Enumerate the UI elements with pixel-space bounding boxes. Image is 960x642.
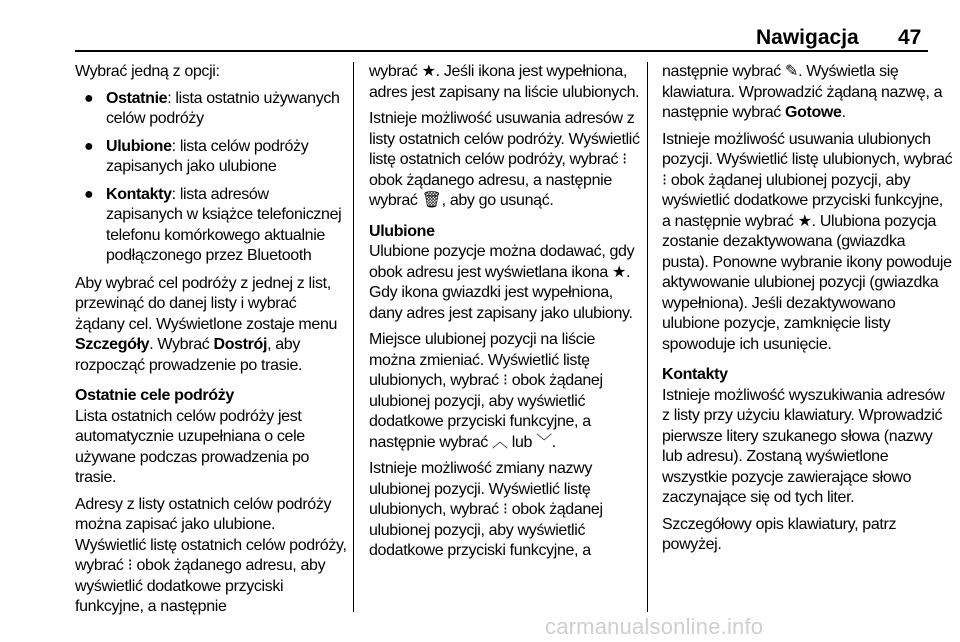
paragraph: Lista ostatnich celów podróży jest automatycznie uzupełniana o cele używane podczas prowadzenia po trasie. [75,407,310,486]
text-run: Aby wybrać cel podróży z jednej z list, przewinąć do danej listy i wybrać żądany cel. Wyświetlone zostaje menu [75,274,338,333]
section-title: Nawigacja [756,26,859,49]
watermark: carmanualsonline.info [545,614,764,639]
paragraph: Adresy z listy ostatnich celów podróży można zapisać jako ulubione. Wyświetlić listę ostatnich celów podróży, wybrać ⁝ obok żądanego adresu, aby wyświetlić dodatkowe przyciski funkcyjne, a następnie [75,495,347,615]
option-term: Ulubione [106,137,172,155]
paragraph: Szczegółowy opis klawiatury, patrz powyżej. [662,515,897,553]
column-divider-2 [647,62,648,612]
column-3 [662,62,954,562]
heading-kontakty: Kontakty [662,366,728,383]
paragraph: wybrać ★. Jeśli ikona jest wypełniona, adres jest zapisany na liście ulubionych. [369,63,640,101]
option-desc: : lista celów podróży zapisanych jako ulubione [106,137,309,175]
menu-name-szczegoly: Szczegóły [75,336,150,353]
paragraph: Miejsce ulubionej pozycji na liście można zmieniać. Wyświetlić listę ulubionych, wybrać ⁝ obok żądanej ulubionej pozycji, aby wyświetlić dodatkowe przyciski funkcyjne, a następnie wybrać ︿ lub ﹀. [369,331,603,451]
option-term: Ostatnie [106,89,168,107]
paragraph: Istnieje możliwość wyszukiwania adresów z listy przy użyciu klawiatury. Wprowadzić pierwsze litery szukanego słowa (nazwy lub adresu). Zostaną wyświetlone wszystkie pozycje zawierające słowo zaczynające się od tych liter. [662,386,945,506]
column-1 [75,62,347,624]
text-run: , aby rozpocząć prowadzenie po trasie. [75,336,303,374]
option-desc: : lista adresów zapisanych w książce telefonicznej telefonu komórkowego aktualnie podłączonego przez Bluetooth [106,185,342,264]
option-term: Kontakty [106,185,172,203]
paragraph [662,62,954,124]
heading-ostatnie: Ostatnie cele podróży [75,387,234,404]
page-number: 47 [898,26,922,49]
bullet-icon: ● [84,185,94,203]
list-item [75,137,347,178]
paragraph: Istnieje możliwość zmiany nazwy ulubionej pozycji. Wyświetlić listę ulubionych, wybrać ⁝ obok żądanej ulubionej pozycji, aby wyświetlić dodatkowe przyciski funkcyjne, a [369,460,603,559]
column-2 [369,62,641,568]
bullet-icon: ● [84,89,94,107]
header-rule [75,50,928,52]
menu-name-dostroj: Dostrój [213,336,268,353]
page-header [0,0,960,52]
paragraph [75,274,347,377]
paragraph: Istnieje możliwość usuwania ulubionych pozycji. Wyświetlić listę ulubionych, wybrać ⁝ obok żądanej ulubionej pozycji, aby wyświetlić dodatkowe przyciski funkcyjne, a następnie wybrać ★. Ulubiona pozycja zostanie dezaktywowana (gwiazdka pusta). Ponowne wybranie ikony powoduje aktywowanie ulubionej pozycji (gwiazdka wypełniona). Jeśli dezaktywowano ulubione pozycje, zamknięcie listy spowoduje ich usunięcie. [662,130,953,353]
list-item [75,185,347,267]
text-run: następnie wybrać ✎. Wyświetla się klawiatura. Wprowadzić żądaną nazwę, a następnie wybrać [662,63,943,121]
text-run: . [841,104,846,121]
text-run: . Wybrać [149,336,214,353]
button-name-gotowe: Gotowe [785,104,842,121]
paragraph: Ulubione pozycje można dodawać, gdy obok adresu jest wyświetlana ikona ★. Gdy ikona gwiazdki jest wypełniona, dany adres jest zapisany jako ulubiony. [369,243,635,322]
option-desc: : lista ostatnio używanych celów podróży [106,89,340,127]
column-divider-1 [353,62,354,612]
heading-ulubione: Ulubione [369,222,435,240]
intro-text: Wybrać jedną z opcji: [75,63,220,80]
options-list [75,89,347,267]
list-item [75,89,347,130]
paragraph: Istnieje możliwość usuwania adresów z listy ostatnich celów podróży. Wyświetlić listę ostatnich celów podróży, wybrać ⁝ obok żądanego adresu, a następnie wybrać 🗑, aby go usunąć. [369,110,640,209]
bullet-icon: ● [84,137,94,155]
